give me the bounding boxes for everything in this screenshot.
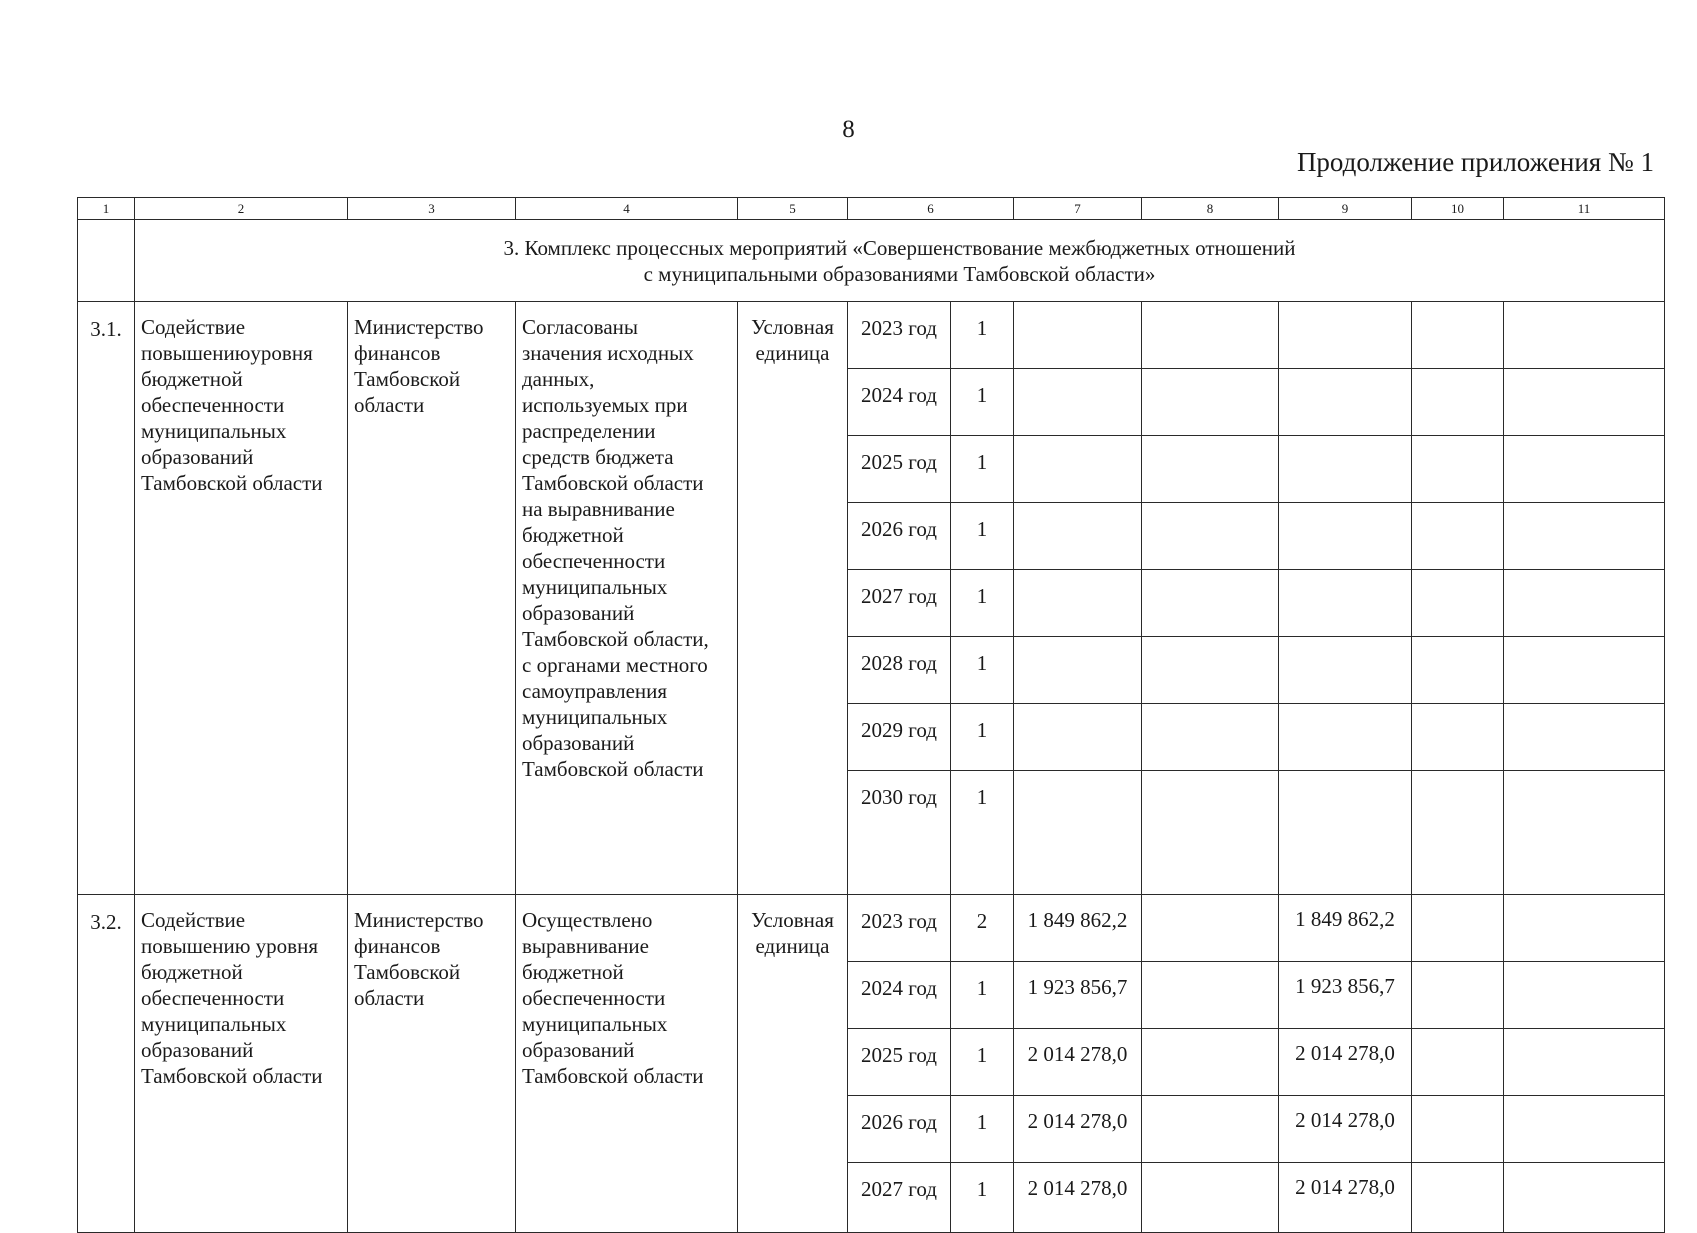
year-cell: 2028 год — [848, 637, 951, 704]
funding-federal — [1142, 1096, 1279, 1163]
funding-total — [1014, 436, 1142, 503]
result-description — [516, 302, 738, 895]
funding-other — [1504, 704, 1665, 771]
funding-federal — [1142, 962, 1279, 1029]
funding-total — [1014, 771, 1142, 895]
item-index: 3.1. — [78, 302, 135, 895]
funding-other — [1504, 570, 1665, 637]
funding-other — [1504, 1163, 1665, 1233]
funding-local — [1412, 771, 1504, 895]
funding-other — [1504, 369, 1665, 436]
section-title-line: 3. Комплекс процессных мероприятий «Совершенствование межбюджетных отношений — [503, 235, 1296, 260]
result-line: самоуправления — [522, 679, 668, 703]
section-blank-cell — [78, 220, 135, 302]
funding-total — [1014, 704, 1142, 771]
funding-total — [1014, 503, 1142, 570]
executor-line: Министерство — [354, 315, 484, 339]
funding-local — [1412, 436, 1504, 503]
funding-federal — [1142, 570, 1279, 637]
indicator-value: 1 — [951, 369, 1014, 436]
column-number-row — [78, 198, 1665, 220]
funding-regional — [1279, 704, 1412, 771]
indicator-value: 1 — [951, 302, 1014, 369]
funding-local — [1412, 1029, 1504, 1096]
appendix-caption: Продолжение приложения № 1 — [1296, 147, 1654, 177]
funding-local — [1412, 637, 1504, 704]
measure-name-line: образований — [141, 445, 254, 469]
funding-other — [1504, 895, 1665, 962]
column-number: 1 — [78, 198, 135, 220]
funding-federal — [1142, 637, 1279, 704]
funding-other — [1504, 1096, 1665, 1163]
executor-line: области — [354, 986, 425, 1010]
year-cell: 2026 год — [848, 503, 951, 570]
column-number: 3 — [348, 198, 516, 220]
indicator-value: 1 — [951, 570, 1014, 637]
item-index: 3.2. — [78, 895, 135, 1233]
funding-federal — [1142, 704, 1279, 771]
executor-line: Тамбовской — [354, 960, 461, 984]
funding-local — [1412, 302, 1504, 369]
measure-name-line: образований — [141, 1038, 254, 1062]
indicator-value: 1 — [951, 436, 1014, 503]
funding-local — [1412, 1096, 1504, 1163]
year-cell: 2025 год — [848, 1029, 951, 1096]
funding-federal — [1142, 1029, 1279, 1096]
result-line: бюджетной — [522, 960, 624, 984]
column-number: 6 — [848, 198, 1014, 220]
funding-regional: 2 014 278,0 — [1279, 1096, 1412, 1163]
funding-federal — [1142, 895, 1279, 962]
funding-other — [1504, 962, 1665, 1029]
measure-name-line: Содействие — [141, 315, 246, 339]
funding-local — [1412, 962, 1504, 1029]
funding-total: 1 923 856,7 — [1014, 962, 1142, 1029]
measure-name-line: повышению уровня — [141, 934, 318, 958]
indicator-value: 1 — [951, 1096, 1014, 1163]
funding-regional — [1279, 302, 1412, 369]
funding-total: 2 014 278,0 — [1014, 1096, 1142, 1163]
column-number: 7 — [1014, 198, 1142, 220]
funding-regional — [1279, 771, 1412, 895]
result-line: распределении — [522, 419, 656, 443]
column-number: 8 — [1142, 198, 1279, 220]
funding-local — [1412, 895, 1504, 962]
result-line: данных, — [522, 367, 595, 391]
funding-other — [1504, 637, 1665, 704]
result-line: муниципальных — [522, 705, 668, 729]
table-row — [78, 895, 1665, 962]
result-line: используемых при — [522, 393, 688, 417]
column-number: 4 — [516, 198, 738, 220]
result-line: выравнивание — [522, 934, 649, 958]
funding-federal — [1142, 1163, 1279, 1233]
unit-of-measure — [738, 895, 848, 1233]
funding-other — [1504, 1029, 1665, 1096]
column-number: 2 — [135, 198, 348, 220]
funding-regional: 1 923 856,7 — [1279, 962, 1412, 1029]
year-cell: 2027 год — [848, 1163, 951, 1233]
measure-name-line: бюджетной — [141, 367, 243, 391]
funding-local — [1412, 570, 1504, 637]
indicator-value: 1 — [951, 637, 1014, 704]
measures-table — [77, 197, 1665, 1233]
measure-name-line: муниципальных — [141, 419, 287, 443]
result-line: обеспеченности — [522, 986, 666, 1010]
result-description — [516, 895, 738, 1233]
executor-line: финансов — [354, 341, 441, 365]
measure-name — [135, 895, 348, 1233]
result-line: образований — [522, 1038, 635, 1062]
funding-local — [1412, 503, 1504, 570]
year-cell: 2023 год — [848, 895, 951, 962]
indicator-value: 1 — [951, 704, 1014, 771]
funding-local — [1412, 1163, 1504, 1233]
result-line: Согласованы — [522, 315, 638, 339]
year-cell: 2027 год — [848, 570, 951, 637]
funding-regional: 2 014 278,0 — [1279, 1163, 1412, 1233]
measure-name-word: уровня — [250, 341, 313, 365]
funding-local — [1412, 369, 1504, 436]
measure-name-line: обеспеченности — [141, 986, 285, 1010]
measure-name-line: бюджетной — [141, 960, 243, 984]
section-title — [135, 220, 1665, 302]
funding-total: 1 849 862,2 — [1014, 895, 1142, 962]
executor — [348, 302, 516, 895]
year-cell: 2023 год — [848, 302, 951, 369]
result-line: образований — [522, 601, 635, 625]
column-number: 10 — [1412, 198, 1504, 220]
funding-total: 2 014 278,0 — [1014, 1029, 1142, 1096]
unit-of-measure — [738, 302, 848, 895]
executor-line: Тамбовской — [354, 367, 461, 391]
measure-name-line: муниципальных — [141, 1012, 287, 1036]
table-body — [78, 198, 1665, 1233]
unit-line: Условная — [751, 315, 834, 339]
funding-total: 2 014 278,0 — [1014, 1163, 1142, 1233]
funding-total — [1014, 637, 1142, 704]
measure-name-line — [141, 340, 343, 366]
funding-federal — [1142, 771, 1279, 895]
result-line: бюджетной — [522, 523, 624, 547]
funding-other — [1504, 302, 1665, 369]
funding-federal — [1142, 369, 1279, 436]
funding-other — [1504, 503, 1665, 570]
funding-total — [1014, 302, 1142, 369]
result-line: муниципальных — [522, 575, 668, 599]
page-number: 8 — [842, 116, 855, 143]
executor-line: финансов — [354, 934, 441, 958]
funding-federal — [1142, 436, 1279, 503]
result-line: образований — [522, 731, 635, 755]
unit-line: единица — [755, 934, 830, 958]
table-row — [78, 302, 1665, 369]
funding-total — [1014, 570, 1142, 637]
indicator-value: 1 — [951, 1029, 1014, 1096]
result-line: с органами местного — [522, 653, 708, 677]
result-line: Тамбовской области, — [522, 627, 709, 651]
result-line: значения исходных — [522, 341, 694, 365]
column-number: 5 — [738, 198, 848, 220]
year-cell: 2030 год — [848, 771, 951, 895]
funding-federal — [1142, 503, 1279, 570]
funding-regional: 1 849 862,2 — [1279, 895, 1412, 962]
funding-regional — [1279, 436, 1412, 503]
result-line: Осуществлено — [522, 908, 653, 932]
year-cell: 2025 год — [848, 436, 951, 503]
indicator-value: 1 — [951, 1163, 1014, 1233]
measure-name-line: Тамбовской области — [141, 1064, 323, 1088]
funding-federal — [1142, 302, 1279, 369]
unit-line: единица — [755, 341, 830, 365]
result-line: Тамбовской области — [522, 757, 704, 781]
funding-other — [1504, 436, 1665, 503]
funding-regional — [1279, 369, 1412, 436]
funding-regional: 2 014 278,0 — [1279, 1029, 1412, 1096]
funding-regional — [1279, 637, 1412, 704]
indicator-value: 1 — [951, 962, 1014, 1029]
measure-name-line: обеспеченности — [141, 393, 285, 417]
executor — [348, 895, 516, 1233]
funding-regional — [1279, 503, 1412, 570]
funding-total — [1014, 369, 1142, 436]
funding-other — [1504, 771, 1665, 895]
result-line: обеспеченности — [522, 549, 666, 573]
measure-name-line: Тамбовской области — [141, 471, 323, 495]
funding-regional — [1279, 570, 1412, 637]
section-header-row — [78, 220, 1665, 302]
section-title-line: с муниципальными образованиями Тамбовской области» — [643, 261, 1156, 286]
result-line: Тамбовской области — [522, 471, 704, 495]
indicator-value: 1 — [951, 771, 1014, 895]
result-line: средств бюджета — [522, 445, 674, 469]
result-line: Тамбовской области — [522, 1064, 704, 1088]
unit-line: Условная — [751, 908, 834, 932]
measure-name — [135, 302, 348, 895]
year-cell: 2029 год — [848, 704, 951, 771]
indicator-value: 2 — [951, 895, 1014, 962]
column-number: 9 — [1279, 198, 1412, 220]
year-cell: 2024 год — [848, 962, 951, 1029]
year-cell: 2024 год — [848, 369, 951, 436]
measure-name-word: повышению — [141, 341, 251, 365]
funding-local — [1412, 704, 1504, 771]
result-line: на выравнивание — [522, 497, 675, 521]
executor-line: области — [354, 393, 425, 417]
measure-name-line: Содействие — [141, 908, 246, 932]
indicator-value: 1 — [951, 503, 1014, 570]
year-cell: 2026 год — [848, 1096, 951, 1163]
result-line: муниципальных — [522, 1012, 668, 1036]
column-number: 11 — [1504, 198, 1665, 220]
executor-line: Министерство — [354, 908, 484, 932]
